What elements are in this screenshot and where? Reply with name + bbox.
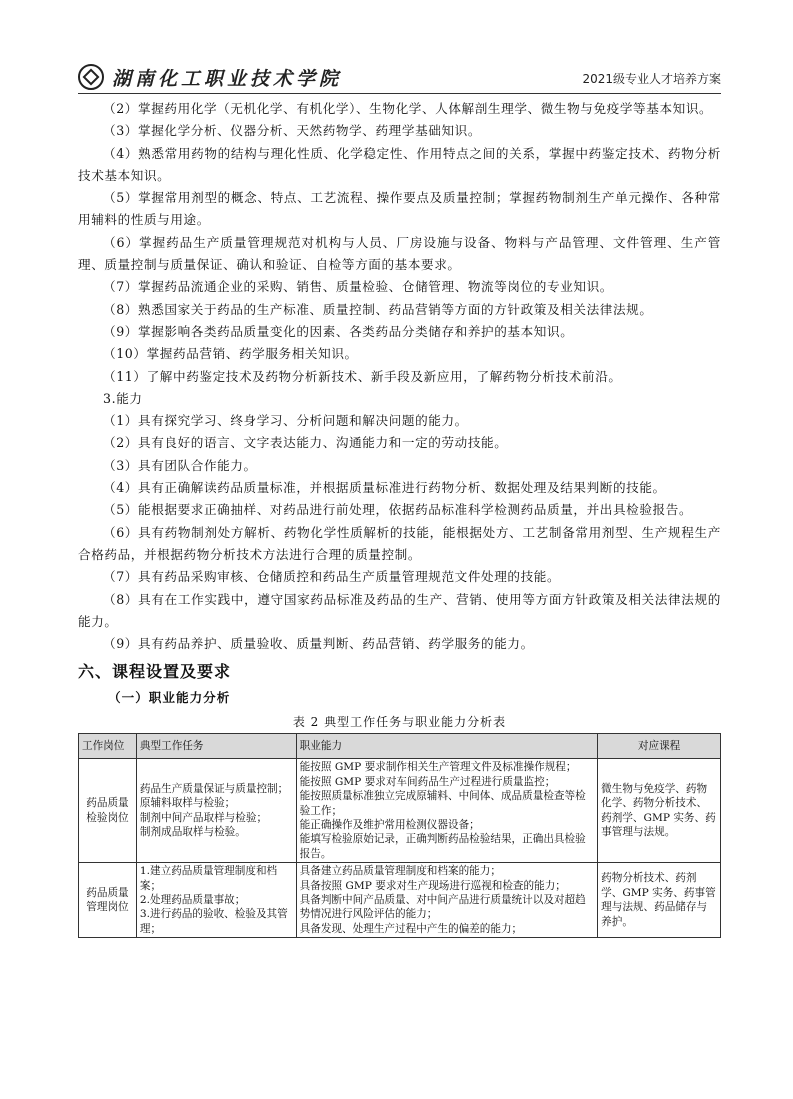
table-header-cell: 工作岗位: [79, 734, 137, 759]
ability-heading: 3.能力: [103, 390, 143, 406]
table-row: [79, 863, 721, 938]
task-line: 药品生产质量保证与质量控制；: [139, 783, 289, 796]
task-line: 1.建立药品质量管理制度和档案；: [139, 865, 278, 892]
school-logo: [78, 62, 342, 92]
subsection-heading: （一）职业能力分析: [108, 690, 231, 706]
ability-line: 具备建立药品质量管理制度和档案的能力；: [299, 865, 501, 878]
table-header-cell: 典型工作任务: [136, 734, 296, 759]
ability-item: （1）具有探究学习、终身学习、分析问题和解决问题的能力。: [103, 413, 468, 429]
school-name: 湖南化工职业技术学院: [112, 67, 343, 90]
table-row: [79, 759, 721, 863]
ability-line: 具备判断中间产品质量、对中间产品进行质量统计以及对超趋势情况进行风险评估的能力；: [299, 894, 586, 921]
knowledge-item: （2）掌握药用化学（无机化学、有机化学）、生物化学、人体解剖生理学、微生物与免疫学等基本知识。: [103, 101, 713, 116]
ability-line: 能填写检验原始记录，正确判断药品检验结果，正确出具检验报告。: [299, 833, 586, 860]
table-header-row: [79, 734, 721, 759]
plan-title: 2021级专业人才培养方案: [582, 72, 721, 86]
abilities-cell: [296, 863, 597, 938]
task-line: 3.进行药品的验收、检验及其管理；: [139, 908, 288, 935]
knowledge-item: （9）掌握影响各类药品质量变化的因素、各类药品分类储存和养护的基本知识。: [103, 323, 574, 339]
header-divider: [78, 93, 721, 94]
knowledge-item: （6）掌握药品生产质量管理规范对机构与人员、厂房设施与设备、物料与产品管理、文件管理、生产管理、质量控制与质量保证、确认和验证、自检等方面的基本要求。: [78, 234, 721, 273]
section-heading: 六、课程设置及要求: [78, 662, 232, 682]
abilities-cell: [296, 759, 597, 863]
ability-line: 能按照质量标准独立完成原辅料、中间体、成品质量检查等检验工作；: [299, 790, 586, 817]
task-line: 原辅料取样与检验；: [139, 797, 236, 810]
knowledge-item: （3）掌握化学分析、仪器分析、天然药物学、药理学基础知识。: [103, 123, 482, 139]
knowledge-item: （10）掌握药品营销、药学服务相关知识。: [103, 346, 358, 362]
ability-item: （4）具有正确解读药品质量标准，并根据质量标准进行药物分析、数据处理及结果判断的技能。: [103, 480, 666, 496]
task-line: 制剂中间产品取样与检验；: [139, 811, 268, 824]
ability-item: （9）具有药品养护、质量验收、质量判断、药品营销、药学服务的能力。: [103, 636, 534, 652]
page-body: [78, 98, 721, 938]
knowledge-item: （5）掌握常用剂型的概念、特点、工艺流程、操作要点及质量控制；掌握药物制剂生产单元操作、各种常用辅料的性质与用途。: [78, 190, 721, 228]
courses-cell: 药物分析技术、药剂学、GMP 实务、药事管理与法规、药品储存与养护。: [598, 863, 721, 938]
knowledge-item: （4）熟悉常用药物的结构与理化性质、化学稳定性、作用特点之间的关系，掌握中药鉴定技术、药物分析技术基本知识。: [78, 145, 721, 183]
ability-analysis-table: [78, 733, 721, 938]
knowledge-item: （8）熟悉国家关于药品的生产标准、质量控制、药品营销等方面的方针政策及相关法律法规。: [103, 301, 653, 317]
knowledge-item: （7）掌握药品流通企业的采购、销售、质量检验、仓储管理、物流等岗位的专业知识。: [103, 279, 613, 295]
ability-item: （5）能根据要求正确抽样、对药品进行前处理，依据药品标准科学检测药品质量，并出具检验报告。: [103, 502, 693, 518]
ability-item: （8）具有在工作实践中，遵守国家药品标准及药品的生产、营销、使用等方面方针政策及相关法律法规的能力。: [78, 591, 721, 629]
tasks-cell: [136, 863, 296, 938]
post-cell: 药品质量检验岗位: [79, 759, 137, 863]
ability-line: 能按照 GMP 要求对车间药品生产过程进行质量监控；: [299, 775, 556, 788]
task-line: 2.处理药品质量事故；: [139, 894, 246, 907]
ability-line: 能按照 GMP 要求制作相关生产管理文件及标准操作规程；: [299, 761, 577, 774]
school-seal-icon: [78, 64, 104, 90]
ability-line: 具备按照 GMP 要求对生产现场进行巡视和检查的能力；: [299, 879, 566, 892]
task-line: 制剂成品取样与检验。: [139, 826, 246, 839]
ability-item: （6）具有药物制剂处方解析、药物化学性质解析的技能，能根据处方、工艺制备常用剂型、生产规程生产合格药品，并根据药物分析技术方法进行合理的质量控制。: [78, 524, 721, 562]
table-caption: 表 2 典型工作任务与职业能力分析表: [292, 715, 507, 730]
table-header-cell: 对应课程: [598, 734, 721, 759]
ability-line: 能正确操作及维护常用检测仪器设备；: [299, 819, 480, 832]
ability-item: （7）具有药品采购审核、仓储质控和药品生产质量管理规范文件处理的技能。: [103, 569, 561, 585]
knowledge-item: （11）了解中药鉴定技术及药物分析新技术、新手段及新应用，了解药物分析技术前沿。: [103, 368, 622, 384]
tasks-cell: [136, 759, 296, 863]
post-cell: 药品质量管理岗位: [79, 863, 137, 938]
courses-cell: 微生物与免疫学、药物化学、药物分析技术、药剂学、GMP 实务、药事管理与法规。: [598, 759, 721, 863]
ability-item: （3）具有团队合作能力。: [103, 457, 257, 473]
table-header-cell: 职业能力: [296, 734, 597, 759]
ability-line: 具备发现、处理生产过程中产生的偏差的能力；: [299, 922, 523, 935]
ability-item: （2）具有良好的语言、文字表达能力、沟通能力和一定的劳动技能。: [103, 435, 508, 451]
page-header: [78, 62, 721, 92]
